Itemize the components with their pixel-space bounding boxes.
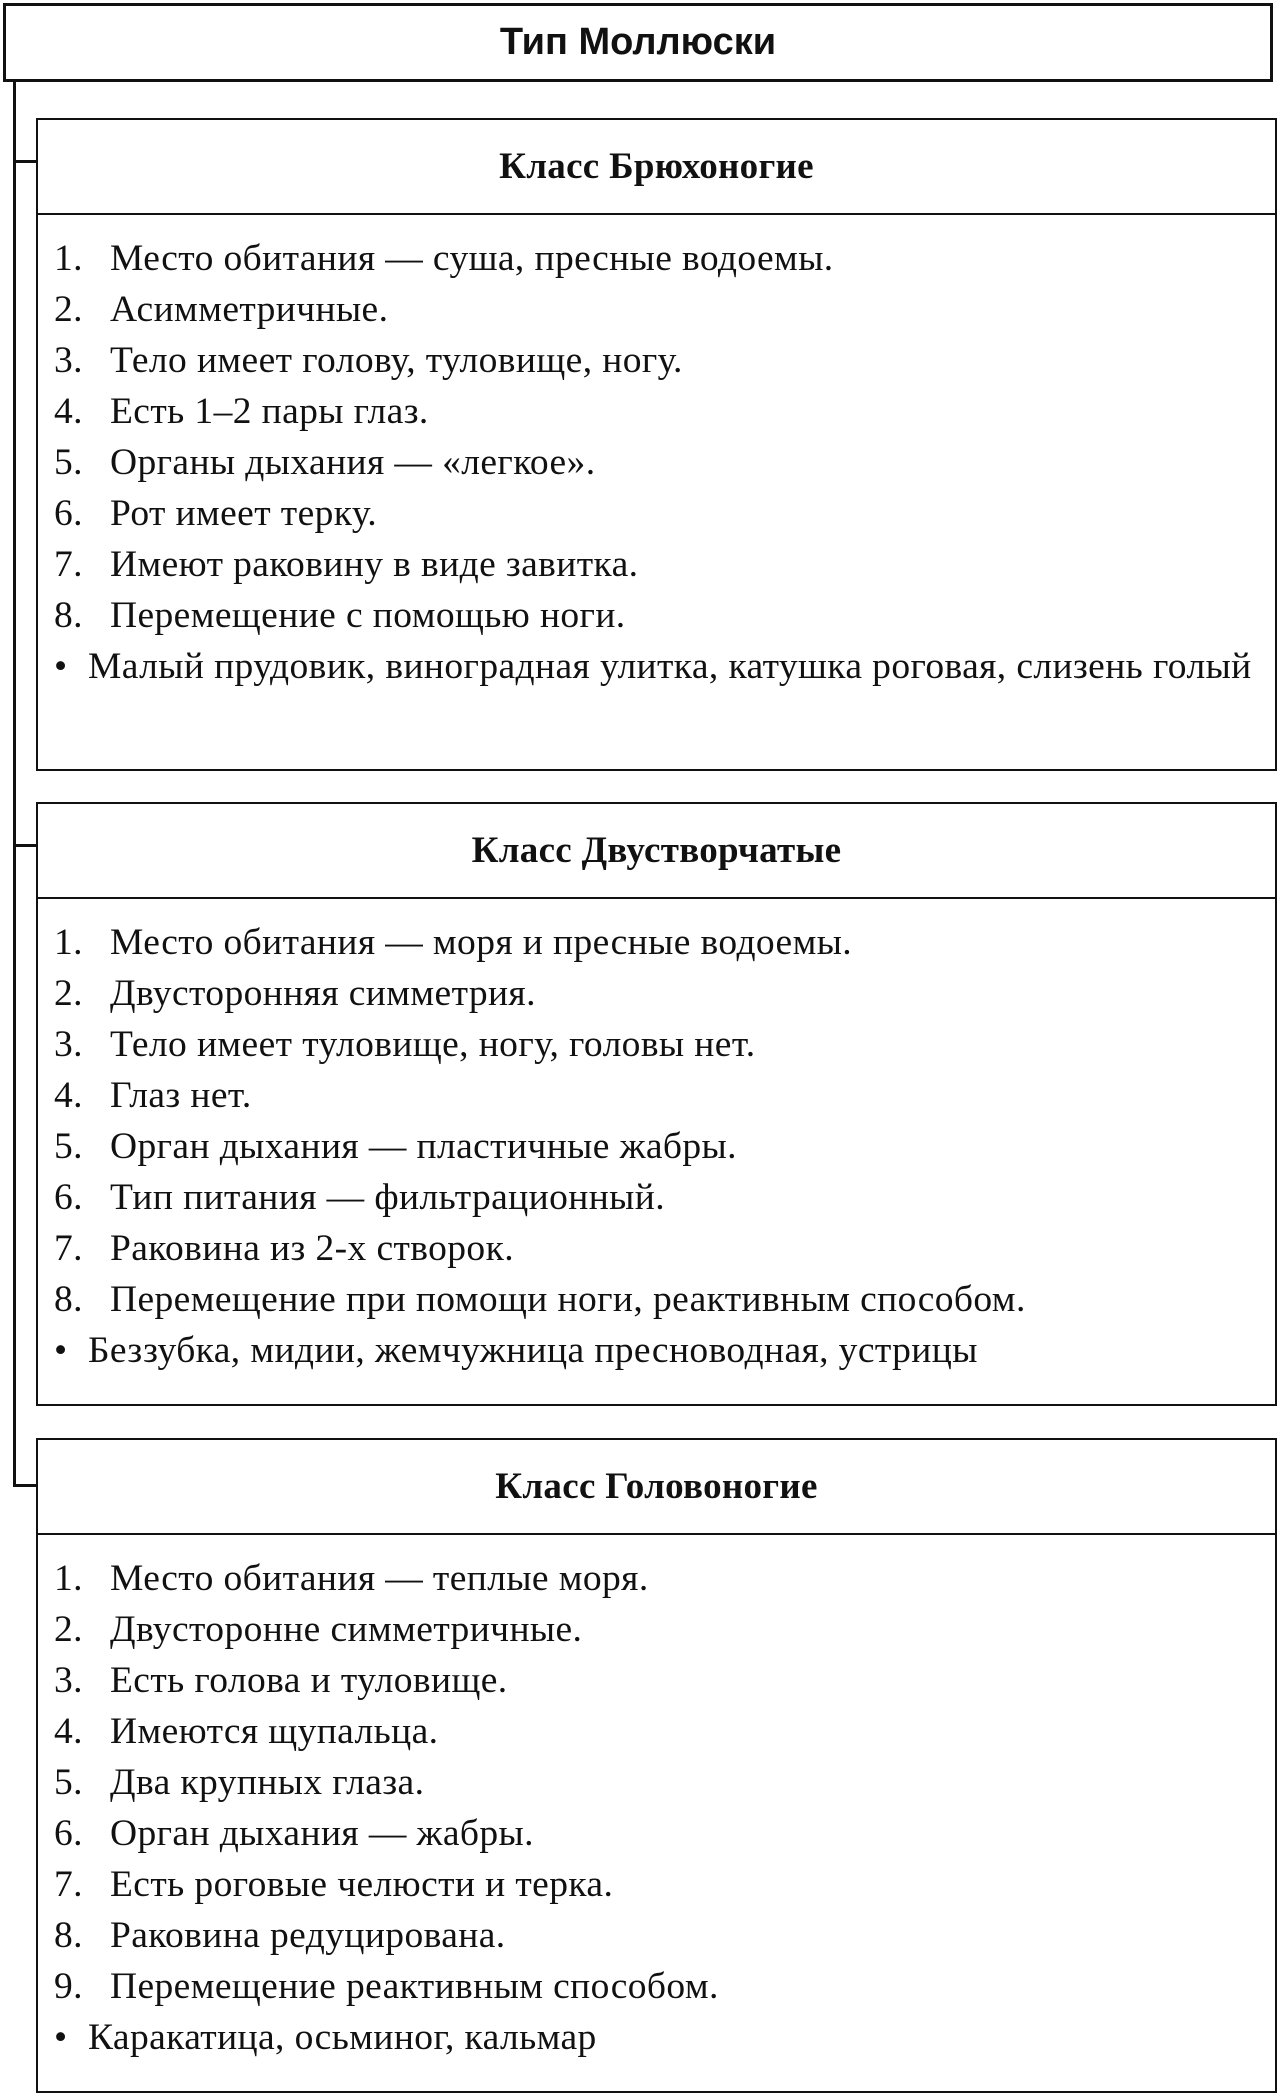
list-item: 6. Орган дыхания — жабры. bbox=[54, 1813, 534, 1854]
examples-line bbox=[38, 2012, 1275, 2063]
list-item: 4. Есть 1–2 пары глаз. bbox=[54, 391, 429, 432]
bullet-icon: • bbox=[54, 646, 68, 687]
list-item: 2. Асимметричные. bbox=[54, 289, 389, 330]
list-item: 6. Рот имеет терку. bbox=[54, 493, 378, 534]
list-item: 5. Орган дыхания — пластичные жабры. bbox=[54, 1126, 737, 1167]
list-item: 5. Два крупных глаза. bbox=[54, 1762, 425, 1803]
class-title: Класс Головоногие bbox=[38, 1440, 1275, 1535]
list-item: 7. Имеют раковину в виде завитка. bbox=[54, 544, 639, 585]
bullet-icon: • bbox=[54, 2017, 68, 2058]
examples-line bbox=[38, 641, 1275, 692]
examples-text: Беззубка, мидии, жемчужница пресноводная, устрицы bbox=[88, 1330, 978, 1371]
bullet-icon: • bbox=[54, 1330, 68, 1371]
examples-text: Каракатица, осьминог, кальмар bbox=[88, 2017, 597, 2058]
class-box-cephalopoda bbox=[36, 1438, 1277, 2093]
connector-line bbox=[13, 82, 16, 1486]
list-item: 8. Перемещение с помощью ноги. bbox=[54, 595, 626, 636]
list-item: 7. Раковина из 2-х створок. bbox=[54, 1228, 514, 1269]
list-item: 3. Есть голова и туловище. bbox=[54, 1660, 508, 1701]
list-item: 8. Раковина редуцирована. bbox=[54, 1915, 506, 1956]
list-item: 9. Перемещение реактивным способом. bbox=[54, 1966, 719, 2007]
list-item: 3. Тело имеет туловище, ногу, головы нет. bbox=[54, 1024, 756, 1065]
list-item: 7. Есть роговые челюсти и терка. bbox=[54, 1864, 614, 1905]
list-item: 6. Тип питания — фильтрационный. bbox=[54, 1177, 666, 1218]
type-title: Тип Моллюски bbox=[3, 3, 1273, 82]
examples-line bbox=[38, 1325, 1275, 1376]
list-item: 1. Место обитания — моря и пресные водоемы. bbox=[54, 922, 853, 963]
class-title: Класс Двустворчатые bbox=[38, 804, 1275, 899]
list-item: 1. Место обитания — теплые моря. bbox=[54, 1558, 649, 1599]
list-item: 1. Место обитания — суша, пресные водоемы. bbox=[54, 238, 834, 279]
class-box-bivalvia bbox=[36, 802, 1277, 1406]
class-box-gastropoda bbox=[36, 118, 1277, 771]
examples-text: Малый прудовик, виноградная улитка, катушка роговая, слизень голый bbox=[88, 646, 1252, 687]
list-item: 8. Перемещение при помощи ноги, реактивным способом. bbox=[54, 1279, 1026, 1320]
connector-branch-cephalopoda bbox=[13, 1484, 37, 1487]
connector-branch-bivalvia bbox=[13, 844, 37, 847]
list-item: 4. Имеются щупальца. bbox=[54, 1711, 439, 1752]
list-item: 4. Глаз нет. bbox=[54, 1075, 252, 1116]
list-item: 2. Двусторонне симметричные. bbox=[54, 1609, 583, 1650]
list-item: 2. Двусторонняя симметрия. bbox=[54, 973, 536, 1014]
connector-branch-gastropoda bbox=[13, 160, 37, 163]
list-item: 5. Органы дыхания — «легкое». bbox=[54, 442, 596, 483]
list-item: 3. Тело имеет голову, туловище, ногу. bbox=[54, 340, 683, 381]
class-title: Класс Брюхоногие bbox=[38, 120, 1275, 215]
